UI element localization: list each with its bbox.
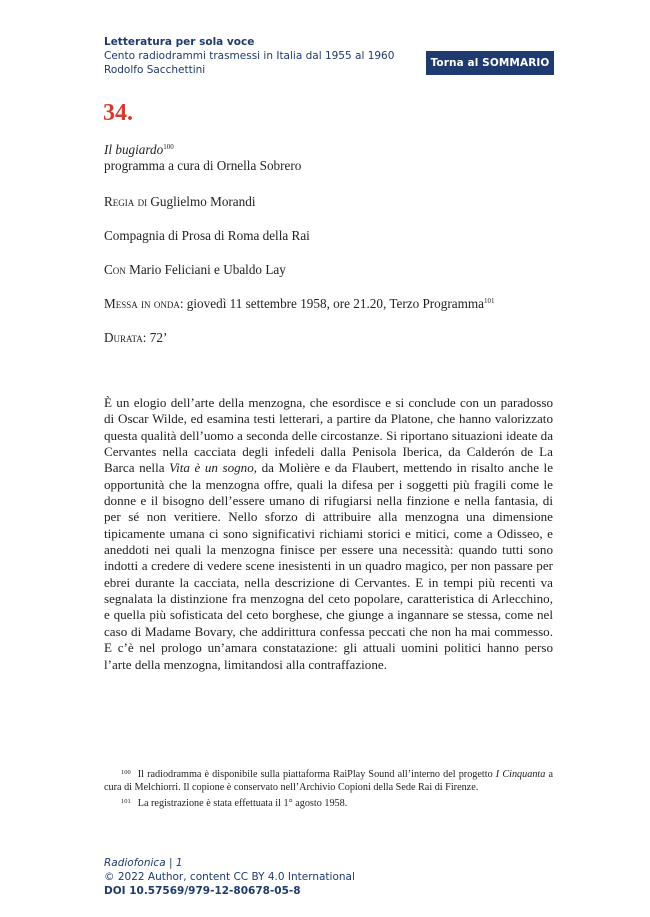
back-to-summary-button[interactable]: Torna al SOMMARIO [426,51,554,75]
entry-title-block [104,142,301,174]
footnote-101 [104,797,553,810]
durata-value: 72’ [146,330,168,345]
running-header [104,35,394,77]
cast-line [104,262,286,278]
series-title: Letteratura per sola voce [104,36,255,48]
footnote-101-text: La registrazione è stata effettuata il 1° agosto 1958. [137,798,348,810]
synopsis-italic-title: Vita è un sogno [169,460,254,476]
duration-line [104,330,167,346]
footnote-ref-100[interactable]: 100 [163,143,174,151]
doi-link[interactable]: DOI 10.57569/979-12-80678-05-8 [104,885,301,897]
footnotes [104,768,553,814]
durata-label: Durata: [104,330,147,345]
synopsis-paragraph [104,395,553,673]
footnote-101-number: 101 [121,798,131,806]
footnote-100-text-b: a cura di Melchiorri. Il copione è conservato nell’Archivio Copioni della Sede Rai di Firenze. [104,769,553,794]
series-subtitle: Cento radiodrammi trasmessi in Italia dal 1955 al 1960 [104,50,395,62]
messa-value: giovedì 11 settembre 1958, ore 21.20, Terzo Programma [183,296,484,311]
regia-value: Guglielmo Morandi [147,194,256,209]
con-value: Mario Feliciani e Ubaldo Lay [125,262,286,277]
footnote-100-text-a: Il radiodramma è disponibile sulla piattaforma RaiPlay Sound all’interno del progetto [137,769,496,780]
regia-line [104,194,256,210]
footnote-100 [104,768,553,794]
broadcast-line [104,296,494,312]
page-footer [104,856,355,898]
entry-program: programma a cura di Ornella Sobrero [104,158,302,173]
journal-name: Radiofonica | 1 [104,857,183,869]
synopsis-text-2: , da Molière e da Flaubert, mettendo in risalto anche le opportunità che la menzogna offre, quali la difesa per i soggetti più fragili come le donne e il bisogno dell’essere umano di rifugiarsi nella finzione e nella fantasia, di per sé non veritiere. Nello sforzo di attribuire alla menzogna una dimensione tipicamente umana ci sono significativi richiami storici e mitici, come a Odisseo, e aneddoti nei quali la menzogna finisce per essere una necessità: quando tutti sono indotti a credere di vedere scene inesistenti in un quadro magico, per non passare per ebrei durante la cacciata, nella descrizione di Cervantes. E in tempi più recenti va segnalata la distinzione fra menzogna del ceto popolare, caratteristica di Arlecchino, e quella più sofisticata del ceto borghese, che giunge a ingannare se stessa, come nel caso di Madame Bovary, che addirittura confessa peccati che non ha mai commesso. E c’è nel prologo un’amara constatazione: gli attuali uomini politici hanno perso l’arte della menzogna, limitandosi alla contraffazione. [104,460,554,672]
regia-label: Regia di [104,194,148,209]
synopsis-text-1: È un elogio dell’arte della menzogna, che esordisce e si conclude con un paradosso di Oscar Wilde, ed esamina testi letterari, a partire da Platone, che hanno valorizzato questa qualità dell’uomo a seconda delle circostanze. Si riportano situazioni ideate da Cervantes nella cacciata degli infedeli dalla Penisola Iberica, da Calderón de La Barca nella [104,395,553,476]
footnote-100-number: 100 [121,769,131,776]
license-line: © 2022 Author, content CC BY 4.0 International [104,871,355,883]
chapter-number: 34. [103,100,133,126]
author-name: Rodolfo Sacchettini [104,64,206,76]
footnote-100-italic: I Cinquanta [495,769,546,780]
messa-label: Messa in onda: [104,296,184,311]
con-label: Con [104,262,126,277]
company-line: Compagnia di Prosa di Roma della Rai [104,228,310,243]
footnote-ref-101[interactable]: 101 [483,297,495,305]
entry-title: Il bugiardo [104,142,164,157]
